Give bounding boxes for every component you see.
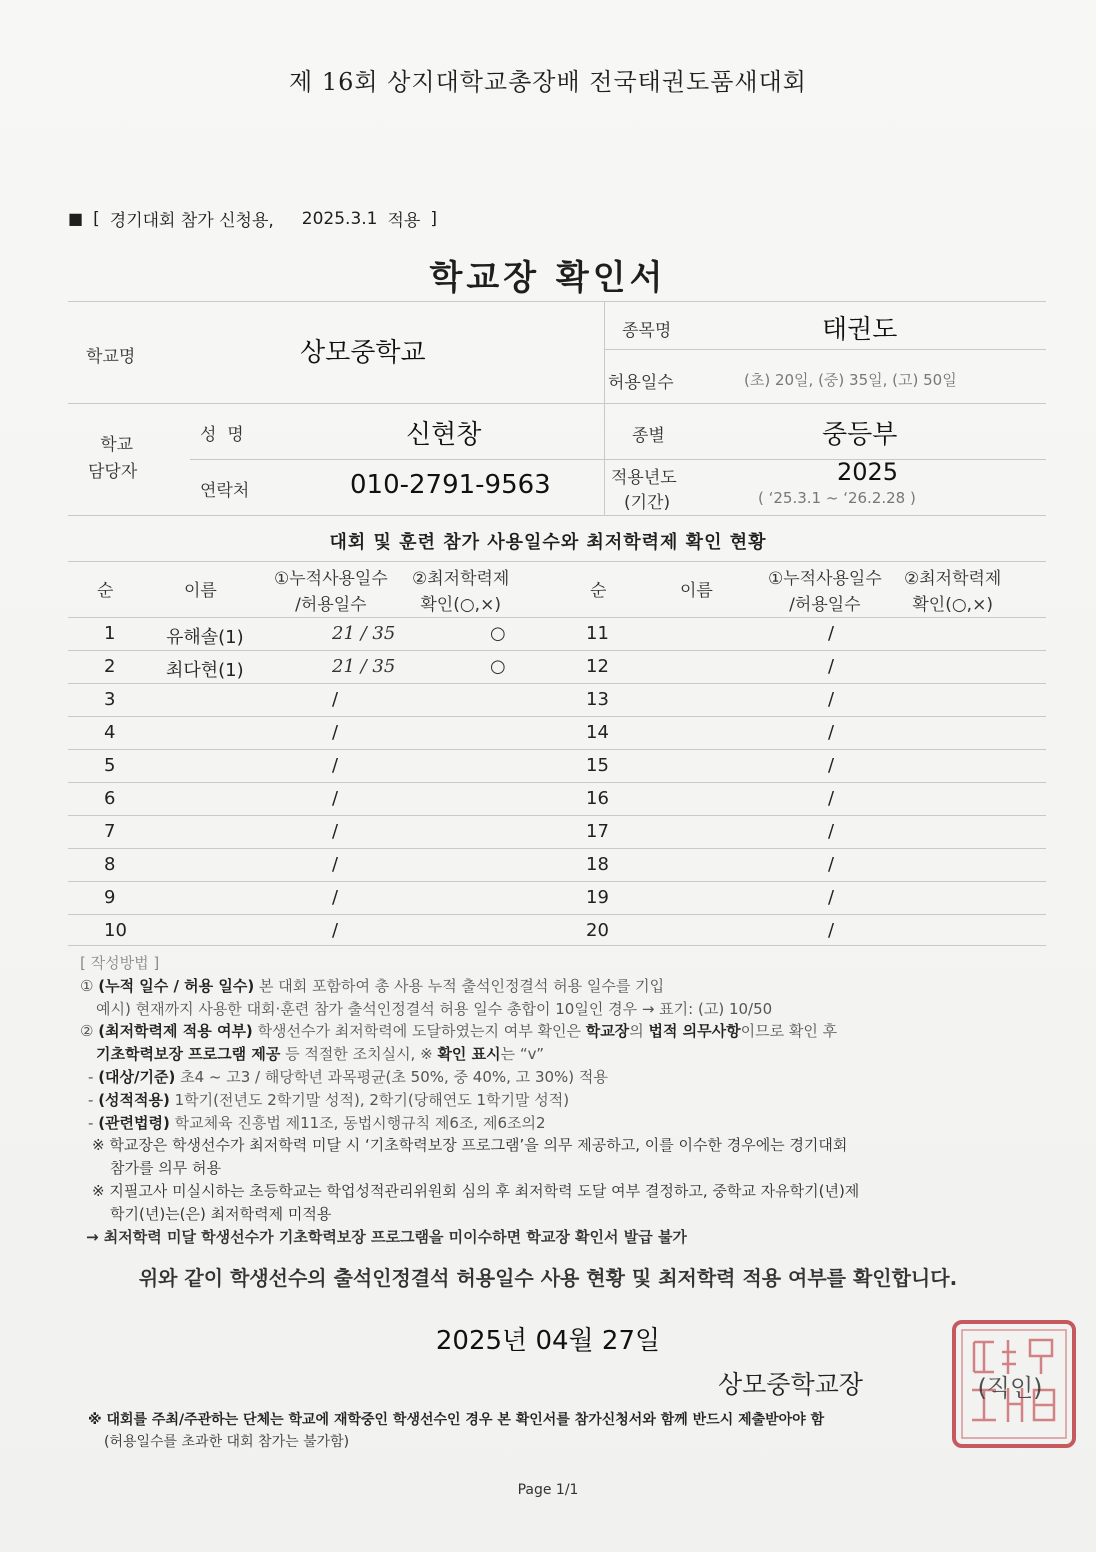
note-2-cont: 기초학력보장 프로그램 제공 등 적절한 조치실시, ※ 확인 표시는 “v”: [96, 1045, 545, 1064]
rule: [68, 301, 1046, 302]
event-title: 제 16회 상지대학교총장배 전국태권도품새대회: [289, 68, 807, 96]
row-number: 20: [586, 920, 609, 941]
phone-value: 010-2791-9563: [350, 470, 551, 500]
row-days: /: [828, 887, 835, 908]
row-number: 9: [104, 887, 116, 908]
seal-mark-text: (직인): [977, 1374, 1043, 1402]
row-days: /: [332, 887, 339, 908]
footnote: ※ 대회를 주최/주관하는 단체는 학교에 재학중인 학생선수인 경우 본 확인서를 참가신청서와 함께 반드시 제출받아야 함 (허용일수를 초과한 대회 참가는 불가함): [88, 1412, 825, 1450]
row-number: 7: [104, 821, 116, 842]
rule: [190, 459, 1046, 460]
contact-group-label: 학교 담당자: [88, 435, 138, 483]
confirmation-statement: 위와 같이 학생선수의 출석인정결석 허용일수 사용 현황 및 최저학력 적용 여부를 확인합니다.: [138, 1266, 958, 1290]
row-days: /: [828, 656, 835, 677]
note-7: ※ 지필고사 미실시하는 초등학교는 학업성적관리위원회 심의 후 최저학력 도달 여부 결정하고, 중학교 자유학기(년)제: [92, 1181, 860, 1200]
header-days-left: ①누적사용일수 /허용일수: [274, 569, 388, 616]
row-days: /: [828, 722, 835, 743]
note-3: - (대상/기준) 초4 ~ 고3 / 해당학년 과목평균(초 50%, 중 40%, 고 30%) 적용: [88, 1067, 608, 1086]
row-name: 유해솔(1): [166, 627, 244, 648]
rule: [68, 782, 1046, 783]
row-days: /: [332, 920, 339, 941]
row-days: /: [332, 722, 339, 743]
row-number: 18: [586, 854, 609, 875]
allowed-value: (초) 20일, (중) 35일, (고) 50일: [744, 371, 957, 389]
section-title: 대회 및 훈련 참가 사용일수와 최저학력제 확인 현황: [329, 532, 767, 553]
row-check: ○: [490, 656, 506, 677]
row-days: /: [332, 821, 339, 842]
tag-open: [: [93, 208, 100, 229]
rule: [604, 349, 1046, 350]
tag-text: 경기대회 참가 신청용,: [109, 211, 274, 231]
phone-label: 연락처: [200, 481, 250, 501]
row-number: 10: [104, 920, 127, 941]
row-number: 5: [104, 755, 116, 776]
rule: [68, 881, 1046, 882]
row-days: /: [332, 854, 339, 875]
header-no-left: 순: [97, 581, 114, 601]
row-days: /: [828, 854, 835, 875]
row-check: ○: [490, 623, 506, 644]
issue-date: 2025년 04월 27일: [435, 1326, 661, 1356]
note-1: ① (누적 일수 / 허용 일수) 본 대회 포함하여 총 사용 누적 출석인정결석 허용 일수를 기입: [80, 976, 665, 995]
row-number: 12: [586, 656, 609, 677]
school-label: 학교명: [86, 347, 136, 367]
row-number: 16: [586, 788, 609, 809]
row-days: /: [332, 755, 339, 776]
note-6-cont: 참가를 의무 허용: [110, 1159, 221, 1178]
rule: [68, 561, 1046, 562]
header-check-left: ②최저학력제 확인(○,×): [412, 569, 510, 616]
note-1-example: 예시) 현재까지 사용한 대회·훈련 참가 출석인정결석 허용 일수 총합이 10일인 경우 → 표기: (고) 10/50: [96, 999, 773, 1018]
year-sub-label: (기간): [624, 493, 671, 513]
rule: [68, 617, 1046, 618]
row-days: /: [828, 821, 835, 842]
note-4: - (성적적용) 1학기(전년도 2학기말 성적), 2학기(당해연도 1학기말 성적): [88, 1090, 570, 1109]
row-number: 8: [104, 854, 116, 875]
row-days: /: [828, 689, 835, 710]
school-value: 상모중학교: [300, 338, 426, 368]
principal-signature: 상모중학교장: [718, 1370, 863, 1399]
row-number: 19: [586, 887, 609, 908]
row-number: 6: [104, 788, 116, 809]
notes-heading: [ 작성방법 ]: [80, 954, 160, 972]
tag-date: 2025.3.1: [301, 208, 378, 229]
page-number: Page 1/1: [517, 1482, 579, 1498]
row-days: 21 / 35: [332, 656, 396, 677]
school-seal-stamp: [950, 1318, 1078, 1450]
header-name-left: 이름: [184, 581, 217, 601]
row-days: 21 / 35: [332, 623, 396, 644]
rule: [68, 914, 1046, 915]
header-days-right: ①누적사용일수 /허용일수: [768, 569, 882, 616]
rule: [604, 301, 605, 515]
row-name: 최다현(1): [166, 660, 244, 681]
name-value: 신현창: [406, 420, 482, 450]
sport-label: 종목명: [622, 321, 672, 341]
row-number: 13: [586, 689, 609, 710]
writing-instructions: [80, 952, 1040, 1248]
row-number: 1: [104, 623, 116, 644]
division-value: 중등부: [822, 420, 898, 450]
year-value: 2025: [837, 458, 899, 486]
period-value: ( ‘25.3.1 ~ ‘26.2.28 ): [758, 489, 916, 507]
row-number: 3: [104, 689, 116, 710]
row-number: 17: [586, 821, 609, 842]
rule: [68, 683, 1046, 684]
row-days: /: [828, 623, 835, 644]
row-number: 2: [104, 656, 116, 677]
row-number: 4: [104, 722, 116, 743]
note-7-cont: 학기(년)는(은) 최저학력제 미적용: [110, 1204, 332, 1223]
row-number: 14: [586, 722, 609, 743]
row-days: /: [828, 920, 835, 941]
rule: [68, 749, 1046, 750]
row-days: /: [332, 689, 339, 710]
rule: [68, 403, 1046, 404]
note-6: ※ 학교장은 학생선수가 최저학력 미달 시 ‘기초학력보장 프로그램’을 의무 제공하고, 이를 이수한 경우에는 경기대회: [92, 1136, 848, 1155]
row-number: 11: [586, 623, 609, 644]
header-check-right: ②최저학력제 확인(○,×): [904, 569, 1002, 616]
row-days: /: [332, 788, 339, 809]
form-tag: [68, 206, 437, 231]
rule: [68, 716, 1046, 717]
row-days: /: [828, 755, 835, 776]
note-5: - (관련법령) 학교체육 진흥법 제11조, 동법시행규칙 제6조, 제6조의2: [88, 1113, 546, 1132]
rule: [68, 848, 1046, 849]
rule: [68, 515, 1046, 516]
header-no-right: 순: [590, 581, 607, 601]
row-number: 15: [586, 755, 609, 776]
division-label: 종별: [632, 426, 665, 446]
row-days: /: [828, 788, 835, 809]
document-title: 학교장 확인서: [429, 258, 667, 298]
name-label: 성 명: [200, 425, 244, 445]
sport-value: 태권도: [822, 315, 898, 345]
tag-marker: ■: [68, 209, 84, 228]
tag-applied: 적용: [387, 211, 421, 231]
rule: [68, 815, 1046, 816]
header-name-right: 이름: [680, 581, 713, 601]
allowed-label: 허용일수: [608, 373, 674, 393]
tag-close: ]: [430, 208, 437, 229]
rule: [68, 945, 1046, 946]
rule: [68, 650, 1046, 651]
note-2: ② (최저학력제 적용 여부) 학생선수가 최저학력에 도달하였는지 여부 확인은 학교장의 법적 의무사항이므로 확인 후: [80, 1022, 838, 1041]
year-label: 적용년도: [611, 468, 677, 488]
note-8: → 최저학력 미달 학생선수가 기초학력보장 프로그램을 미이수하면 학교장 확인서 발급 불가: [86, 1227, 687, 1246]
